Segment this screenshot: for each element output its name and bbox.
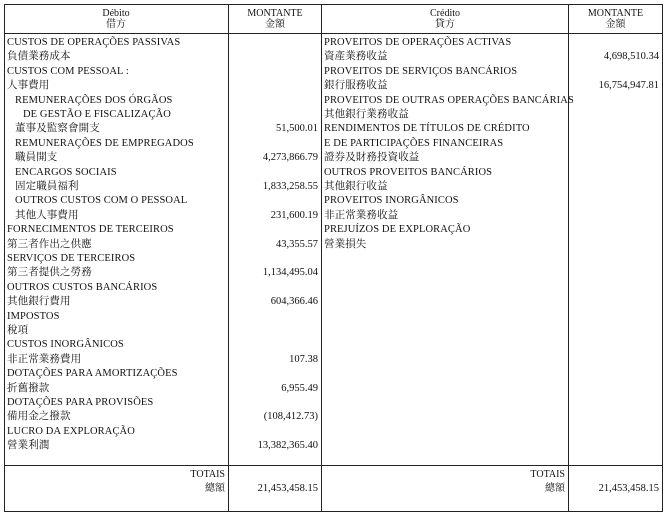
debit-row-value: 13,382,365.40	[257, 440, 318, 452]
credit-row-label: 營業損失	[324, 238, 367, 250]
header-amount-pt: MONTANTE	[247, 8, 303, 19]
debit-row-value: 1,833,258.55	[262, 181, 318, 192]
header-amount-right	[569, 8, 662, 30]
header-credit	[322, 8, 568, 30]
debit-row-value: (108,412.73)	[263, 411, 318, 423]
debit-row-value: 51,500.01	[276, 123, 318, 135]
credit-row-value: 16,754,947.81	[598, 80, 659, 92]
debit-row-label: REMUNERAÇÕES DOS ÓRGÃOS	[15, 94, 173, 106]
debit-row-label: 營業利潤	[7, 440, 50, 452]
table-border-right	[662, 4, 663, 512]
debit-row-label: CUSTOS DE OPERAÇÕES PASSIVAS	[7, 37, 181, 48]
header-debit-pt: Débito	[102, 8, 130, 19]
totals-label-zh: 總額	[545, 483, 565, 494]
debit-row-value: 231,600.19	[270, 209, 318, 221]
header-debit-zh: 借方	[106, 19, 126, 30]
column-divider	[568, 4, 569, 512]
debit-row-label: 其他人事費用	[15, 209, 79, 221]
header-debit	[4, 8, 228, 30]
debit-row-label: 負債業務成本	[7, 51, 71, 63]
credit-row-label: OUTROS PROVEITOS BANCÁRIOS	[324, 166, 493, 178]
totals-label-zh: 總額	[205, 483, 225, 494]
credit-row-label: PROVEITOS DE SERVIÇOS BANCÁRIOS	[324, 65, 518, 77]
debit-row-label: LUCRO DA EXPLORAÇÃO	[7, 425, 135, 437]
debit-row-label: FORNECIMENTOS DE TERCEIROS	[7, 224, 174, 236]
header-amount-left	[229, 8, 321, 30]
debit-row-value: 107.38	[289, 353, 318, 365]
table-border-top	[4, 4, 663, 5]
credit-row-label: 資產業務收益	[324, 51, 388, 63]
debit-row-label: 人事費用	[7, 80, 50, 92]
credit-row-label: E DE PARTICIPAÇÕES FINANCEIRAS	[324, 137, 504, 149]
header-credit-pt: Crédito	[430, 8, 460, 19]
debit-row-label: 備用金之撥款	[7, 411, 71, 423]
column-divider	[228, 4, 229, 512]
credit-row-label: 其他銀行業務收益	[324, 109, 409, 120]
debit-row-label: 固定職員福利	[15, 181, 79, 192]
debit-row-label: 折舊撥款	[7, 382, 50, 394]
totals-label-right	[444, 468, 565, 496]
debit-row-label: 稅項	[7, 325, 29, 336]
debit-row-label: CUSTOS COM PESSOAL :	[7, 65, 129, 77]
debit-row-label: 第三者提供之勞務	[7, 267, 92, 279]
debit-row-value: 604,366.46	[270, 296, 318, 308]
totals-label-left	[104, 468, 225, 496]
debit-row-value: 6,955.49	[281, 382, 318, 394]
debit-row-label: DOTAÇÕES PARA AMORTIZAÇÕES	[7, 368, 178, 380]
table-border-bottom	[4, 511, 663, 512]
debit-row-label: OUTROS CUSTOS COM O PESSOAL	[15, 195, 188, 207]
debit-total: 21,453,458.15	[257, 483, 318, 494]
debit-row-label: IMPOSTOS	[7, 310, 60, 322]
column-divider	[321, 4, 322, 512]
header-credit-zh: 貸方	[435, 19, 455, 30]
credit-row-label: PROVEITOS DE OUTRAS OPERAÇÕES BANCÁRIAS	[324, 94, 574, 106]
credit-row-label: 證券及財務投資收益	[324, 152, 420, 164]
header-amount-zh: 金額	[265, 19, 285, 30]
credit-row-label: PREJUÍZOS DE EXPLORAÇÃO	[324, 224, 471, 236]
credit-row-label: 非正常業務收益	[324, 209, 399, 221]
header-divider	[4, 33, 663, 34]
debit-row-label: 第三者作出之供應	[7, 238, 92, 250]
debit-row-label: DE GESTÃO E FISCALIZAÇÃO	[23, 109, 171, 120]
credit-row-label: 其他銀行收益	[324, 181, 388, 192]
debit-row-label: 職員開支	[15, 152, 58, 164]
totals-label-pt: TOTAIS	[190, 469, 225, 480]
debit-row-label: SERVIÇOS DE TERCEIROS	[7, 253, 136, 264]
credit-total: 21,453,458.15	[598, 483, 659, 494]
credit-row-label: PROVEITOS DE OPERAÇÕES ACTIVAS	[324, 37, 512, 48]
debit-row-label: 非正常業務費用	[7, 353, 82, 365]
credit-row-label: RENDIMENTOS DE TÍTULOS DE CRÉDITO	[324, 123, 530, 135]
debit-row-value: 43,355.57	[276, 238, 318, 250]
table-border-left	[4, 4, 5, 512]
debit-row-label: 其他銀行費用	[7, 296, 71, 308]
debit-row-label: REMUNERAÇÕES DE EMPREGADOS	[15, 137, 194, 149]
debit-row-label: ENCARGOS SOCIAIS	[15, 166, 117, 178]
debit-row-label: CUSTOS INORGÂNICOS	[7, 339, 124, 351]
totals-divider	[4, 465, 663, 466]
debit-row-label: DOTAÇÕES PARA PROVISÕES	[7, 397, 154, 408]
debit-row-value: 4,273,866.79	[262, 152, 318, 164]
header-amount-pt: MONTANTE	[587, 8, 644, 19]
profit-loss-table	[4, 4, 663, 512]
debit-row-label: 董事及監察會開支	[15, 123, 100, 135]
credit-row-label: PROVEITOS INORGÂNICOS	[324, 195, 459, 207]
credit-row-label: 銀行服務收益	[324, 80, 388, 92]
totals-label-pt: TOTAIS	[530, 469, 565, 480]
debit-row-label: OUTROS CUSTOS BANCÁRIOS	[7, 281, 158, 293]
credit-row-value: 4,698,510.34	[603, 51, 659, 63]
debit-row-value: 1,134,495.04	[262, 267, 318, 279]
header-amount-zh: 金額	[605, 19, 626, 30]
